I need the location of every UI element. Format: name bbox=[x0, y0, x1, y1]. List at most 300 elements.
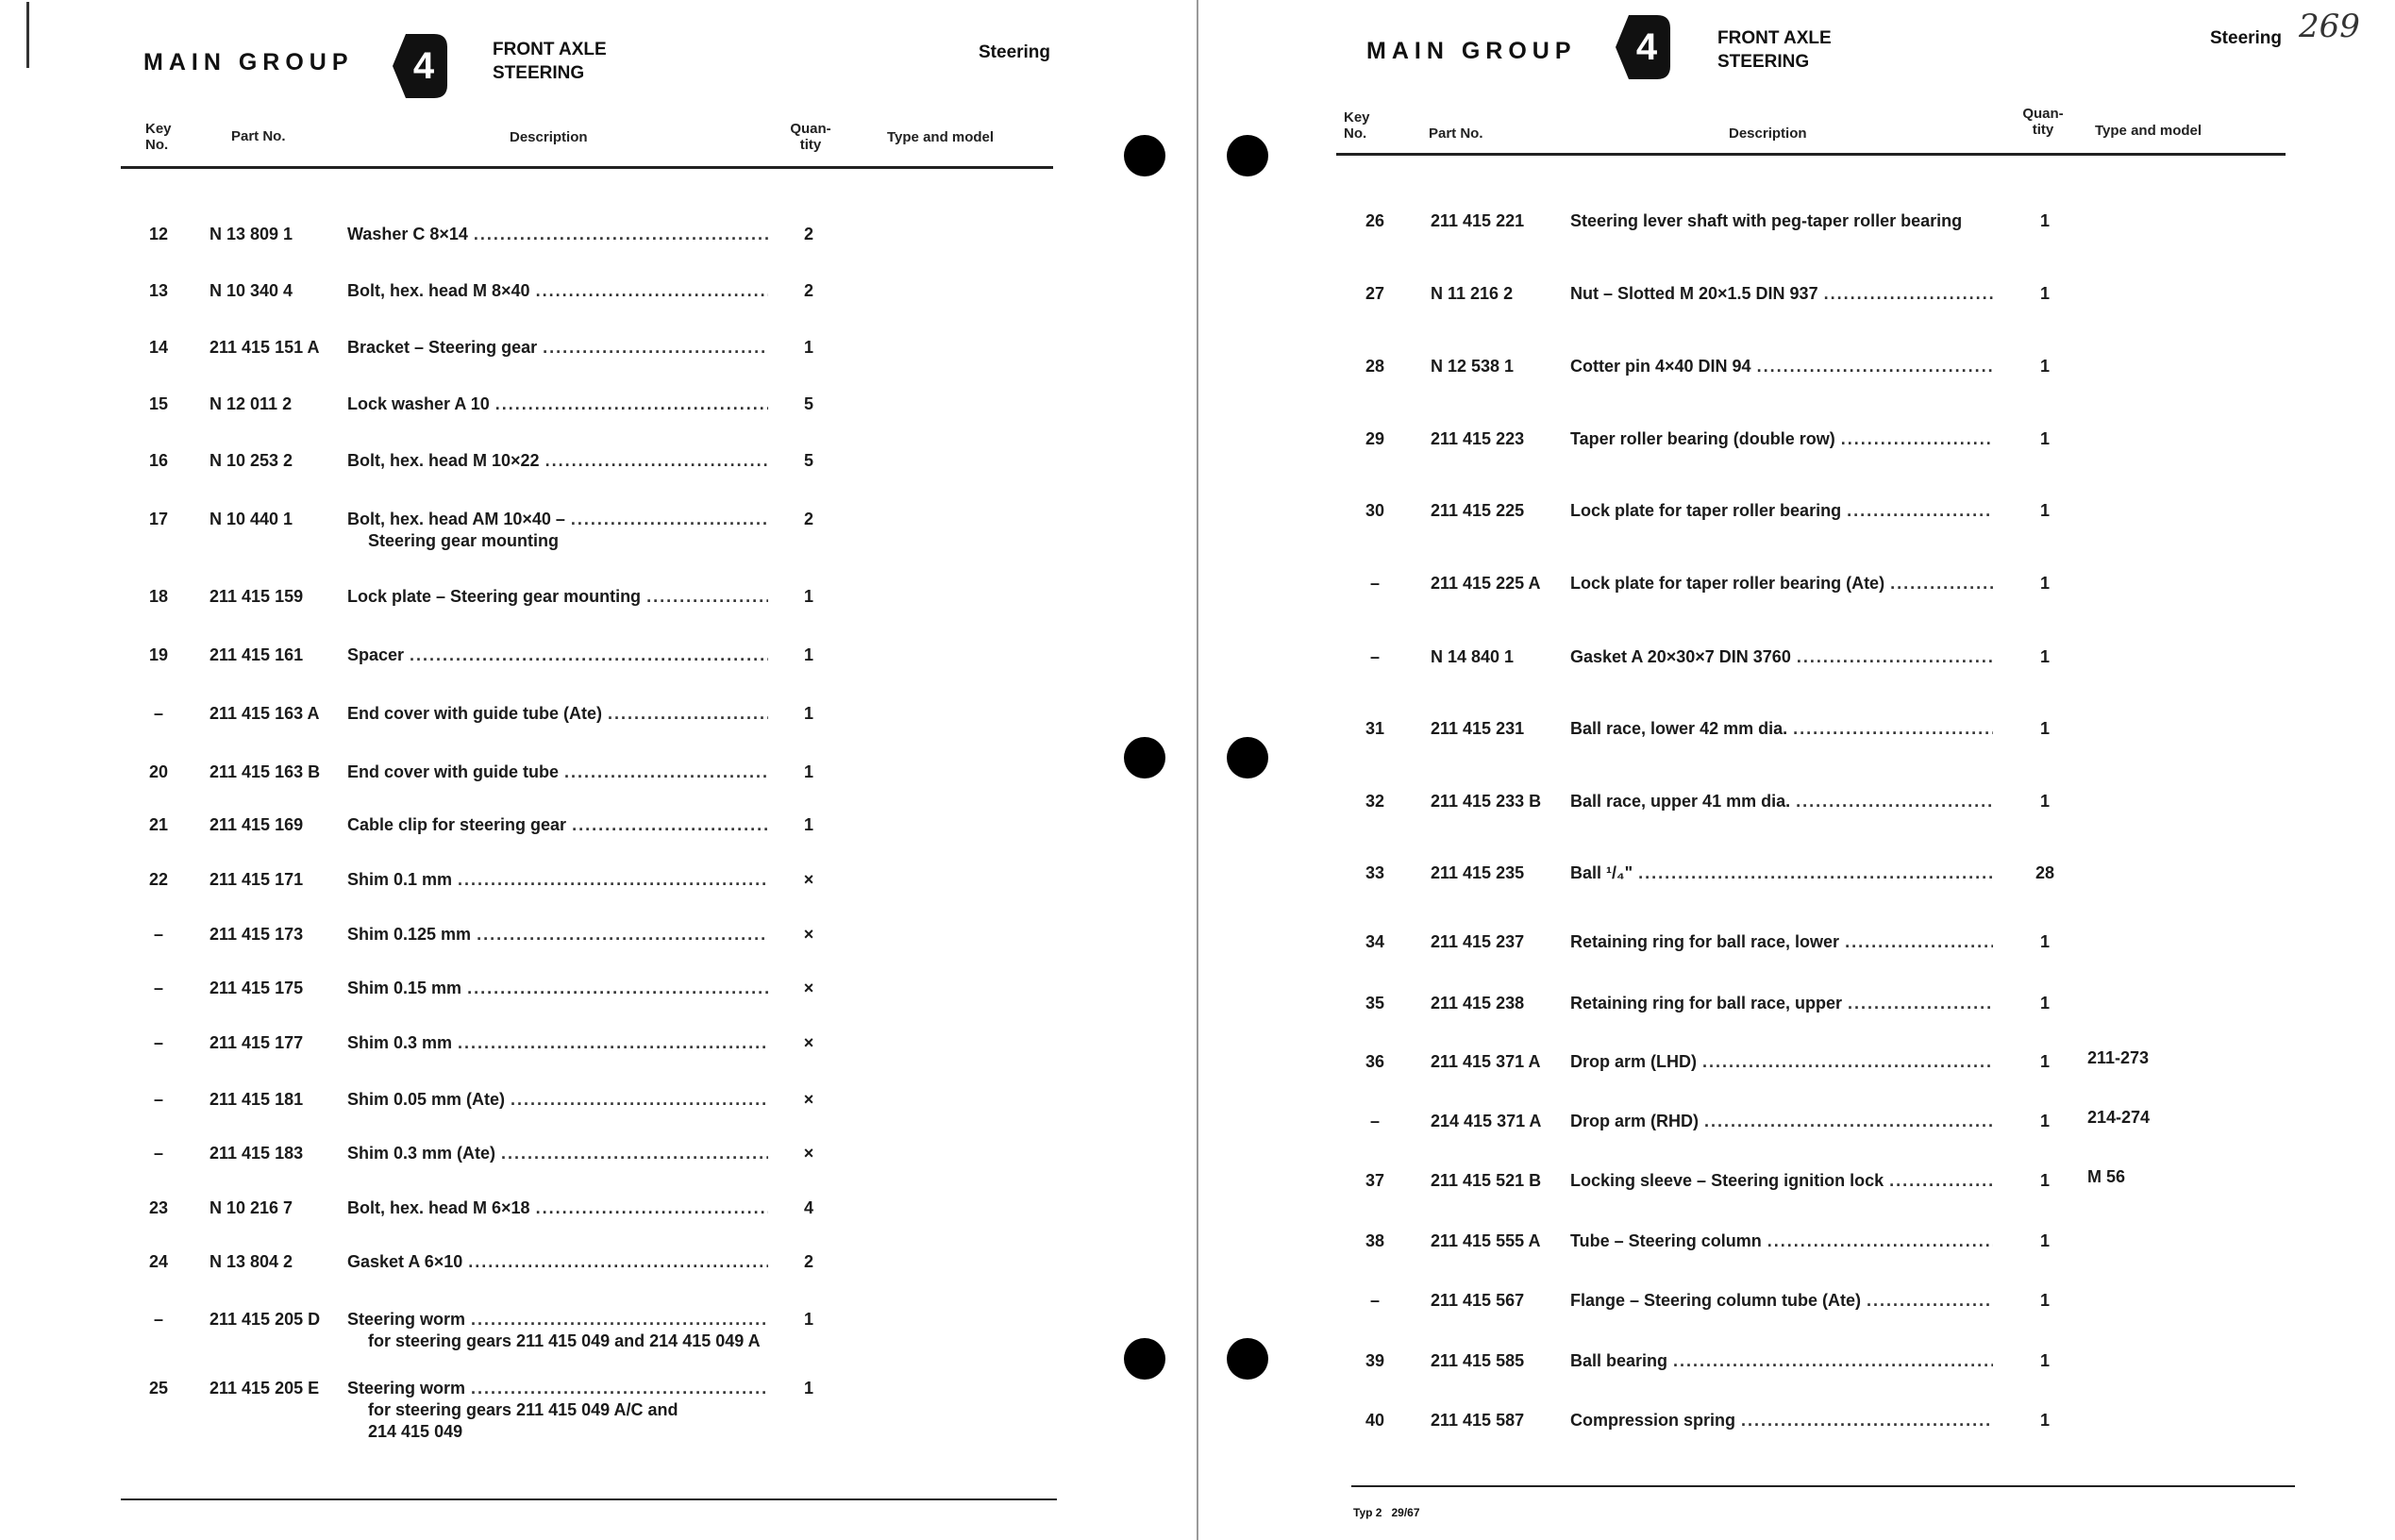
table-row bbox=[0, 225, 1197, 262]
table-row bbox=[0, 925, 1197, 962]
row-description bbox=[347, 1379, 768, 1398]
leader-dots bbox=[540, 451, 768, 471]
row-description-text: Lock plate for taper roller bearing (Ate) bbox=[1570, 574, 1885, 593]
row-quantity: 1 bbox=[803, 762, 813, 781]
row-key: 32 bbox=[1365, 792, 1385, 811]
row-part-number: N 10 440 1 bbox=[209, 510, 293, 528]
row-quantity: 1 bbox=[2039, 211, 2050, 230]
row-part-number: N 13 804 2 bbox=[209, 1252, 293, 1271]
leader-dots bbox=[1787, 719, 1993, 739]
row-part-number: 211 415 163 B bbox=[209, 762, 321, 781]
row-description-text: Shim 0.1 mm bbox=[347, 870, 453, 889]
table-row bbox=[1200, 1411, 2395, 1448]
row-part-number: 211 415 175 bbox=[209, 979, 304, 997]
leader-dots bbox=[468, 225, 768, 244]
row-description-text: Steering worm bbox=[347, 1310, 466, 1329]
table-row bbox=[1200, 1108, 2395, 1149]
row-description bbox=[347, 1310, 768, 1330]
row-description bbox=[1570, 1231, 1993, 1251]
row-description bbox=[1570, 1171, 1993, 1191]
row-quantity: 1 bbox=[803, 645, 813, 664]
row-type-model: M 56 bbox=[2087, 1167, 2126, 1186]
row-description-text: Nut – Slotted M 20×1.5 DIN 937 bbox=[1570, 284, 1818, 303]
row-quantity: 1 bbox=[2039, 429, 2050, 448]
row-quantity: 1 bbox=[803, 815, 813, 834]
row-description bbox=[1570, 1052, 1993, 1072]
row-part-number: N 14 840 1 bbox=[1431, 647, 1515, 666]
table-row bbox=[1200, 574, 2395, 611]
row-description bbox=[1570, 647, 1993, 667]
binder-hole bbox=[1227, 135, 1268, 176]
row-key: 18 bbox=[148, 587, 169, 606]
row-description bbox=[1570, 792, 1993, 812]
table-row bbox=[1200, 429, 2395, 467]
table-row bbox=[1200, 1231, 2395, 1269]
row-description bbox=[1570, 501, 1993, 521]
row-part-number: 211 415 585 bbox=[1431, 1351, 1525, 1370]
row-description-text: Locking sleeve – Steering ignition lock bbox=[1570, 1171, 1884, 1190]
row-part-number: N 12 011 2 bbox=[209, 394, 293, 413]
row-part-number: 211 415 159 bbox=[209, 587, 304, 606]
table-row bbox=[1200, 284, 2395, 322]
row-description-text: Shim 0.05 mm (Ate) bbox=[347, 1090, 506, 1109]
row-quantity: 1 bbox=[2039, 1112, 2050, 1130]
row-description bbox=[1570, 1351, 1993, 1371]
row-description bbox=[347, 762, 768, 782]
row-description-text: Washer C 8×14 bbox=[347, 225, 468, 243]
leader-dots bbox=[461, 979, 768, 998]
table-row bbox=[1200, 1291, 2395, 1329]
row-key: 13 bbox=[148, 281, 169, 300]
row-part-number: 211 415 235 bbox=[1431, 863, 1525, 882]
left-page bbox=[0, 0, 1197, 1540]
row-key: 33 bbox=[1365, 863, 1385, 882]
row-quantity: 28 bbox=[2035, 863, 2055, 882]
row-quantity: 2 bbox=[803, 281, 813, 300]
row-description-continuation: for steering gears 211 415 049 and 214 415 049 A bbox=[368, 1331, 761, 1350]
leader-dots bbox=[559, 762, 768, 782]
row-quantity: 1 bbox=[2039, 1291, 2050, 1310]
row-part-number: 211 415 521 B bbox=[1431, 1171, 1542, 1190]
col-header-type: Type and model bbox=[2095, 123, 2202, 139]
row-part-number: N 10 340 4 bbox=[209, 281, 293, 300]
table-row bbox=[1200, 719, 2395, 757]
row-quantity: 2 bbox=[803, 225, 813, 243]
table-row bbox=[0, 704, 1197, 742]
row-part-number: N 10 216 7 bbox=[209, 1198, 293, 1217]
table-row bbox=[0, 645, 1197, 683]
row-description-text: Retaining ring for ball race, upper bbox=[1570, 994, 1843, 1013]
row-quantity: 1 bbox=[803, 1310, 813, 1329]
table-row bbox=[1200, 792, 2395, 829]
row-quantity: × bbox=[803, 925, 814, 944]
row-key: 35 bbox=[1365, 994, 1385, 1013]
leader-dots bbox=[1884, 1171, 1993, 1191]
row-description-text: Bolt, hex. head M 6×18 bbox=[347, 1198, 530, 1217]
col-header-desc: Description bbox=[1729, 126, 1807, 142]
leader-dots bbox=[1790, 792, 1993, 812]
row-part-number: 211 415 238 bbox=[1431, 994, 1525, 1013]
row-description bbox=[347, 815, 768, 835]
row-part-number: 211 415 177 bbox=[209, 1033, 304, 1052]
row-key: 26 bbox=[1365, 211, 1385, 230]
row-quantity: 5 bbox=[803, 394, 813, 413]
row-part-number: 211 415 205 D bbox=[209, 1310, 321, 1329]
group-title-line2: STEERING bbox=[493, 63, 585, 83]
row-part-number: 211 415 587 bbox=[1431, 1411, 1525, 1430]
leader-dots bbox=[1861, 1291, 1993, 1311]
row-quantity: × bbox=[803, 979, 814, 997]
group-title bbox=[1717, 26, 1832, 74]
row-description-text: Ball ¹/₄" bbox=[1570, 863, 1633, 882]
row-type-model: 211-273 bbox=[2087, 1048, 2150, 1067]
col-header-qty: Quan- tity bbox=[2022, 106, 2064, 138]
row-part-number: 214 415 371 A bbox=[1431, 1112, 1542, 1130]
row-part-number: 211 415 371 A bbox=[1431, 1052, 1541, 1071]
table-row bbox=[1200, 932, 2395, 970]
row-description-text: End cover with guide tube (Ate) bbox=[347, 704, 603, 723]
row-description-text: Lock plate – Steering gear mounting bbox=[347, 587, 642, 606]
row-quantity: 1 bbox=[2039, 357, 2050, 376]
row-description-text: Compression spring bbox=[1570, 1411, 1736, 1430]
row-key: – bbox=[153, 1144, 163, 1163]
row-key: 36 bbox=[1365, 1052, 1385, 1071]
row-description bbox=[347, 704, 768, 724]
leader-dots bbox=[1697, 1052, 1993, 1072]
row-description-text: Steering worm bbox=[347, 1379, 466, 1398]
row-description bbox=[347, 394, 768, 414]
section-name: Steering bbox=[2210, 28, 2283, 48]
group-number-badge bbox=[1616, 13, 1670, 81]
table-row bbox=[1200, 1048, 2395, 1090]
row-description bbox=[347, 979, 768, 998]
row-key: – bbox=[153, 979, 163, 997]
row-quantity: 1 bbox=[2039, 574, 2050, 593]
row-part-number: 211 415 231 bbox=[1431, 719, 1525, 738]
row-description-text: Ball race, upper 41 mm dia. bbox=[1570, 792, 1791, 811]
row-part-number: 211 415 555 A bbox=[1431, 1231, 1541, 1250]
table-row bbox=[0, 281, 1197, 319]
bottom-rule bbox=[121, 1498, 1057, 1500]
table-row bbox=[0, 1144, 1197, 1181]
row-key: 20 bbox=[148, 762, 169, 781]
row-description-text: Cotter pin 4×40 DIN 94 bbox=[1570, 357, 1751, 376]
row-description bbox=[347, 645, 768, 665]
leader-dots bbox=[505, 1090, 768, 1110]
row-key: 40 bbox=[1365, 1411, 1385, 1430]
table-row bbox=[0, 510, 1197, 550]
group-number: 4 bbox=[1635, 26, 1658, 68]
leader-dots bbox=[1791, 647, 1993, 667]
row-key: 30 bbox=[1365, 501, 1385, 520]
row-description bbox=[347, 338, 768, 358]
row-key: 17 bbox=[148, 510, 169, 528]
handwritten-page-number: 269 bbox=[2299, 8, 2360, 45]
row-part-number: 211 415 181 bbox=[209, 1090, 304, 1109]
row-quantity: 2 bbox=[803, 1252, 813, 1271]
row-description-text: Bolt, hex. head M 10×22 bbox=[347, 451, 540, 470]
group-title bbox=[493, 38, 607, 85]
row-key: – bbox=[1369, 574, 1380, 593]
row-part-number: 211 415 225 bbox=[1431, 501, 1525, 520]
row-quantity: × bbox=[803, 1144, 814, 1163]
row-key: – bbox=[153, 1310, 163, 1329]
row-description bbox=[1570, 1411, 1993, 1431]
table-row bbox=[1200, 647, 2395, 685]
leader-dots bbox=[1762, 1231, 1993, 1251]
row-quantity: 1 bbox=[2039, 792, 2050, 811]
leader-dots bbox=[530, 281, 768, 301]
row-key: 16 bbox=[148, 451, 169, 470]
row-quantity: 1 bbox=[803, 704, 813, 723]
table-row bbox=[0, 1379, 1197, 1441]
row-description-text: Taper roller bearing (double row) bbox=[1570, 429, 1835, 448]
leader-dots bbox=[471, 925, 768, 945]
row-part-number: 211 415 225 A bbox=[1431, 574, 1541, 593]
row-key: 14 bbox=[148, 338, 169, 357]
row-description-text: Retaining ring for ball race, lower bbox=[1570, 932, 1840, 951]
row-part-number: N 12 538 1 bbox=[1431, 357, 1515, 376]
row-quantity: 1 bbox=[803, 587, 813, 606]
table-row bbox=[0, 815, 1197, 853]
table-row bbox=[0, 870, 1197, 908]
leader-dots bbox=[565, 510, 768, 529]
footer-date: 29/67 bbox=[1391, 1506, 1420, 1519]
row-description bbox=[1570, 1112, 1993, 1131]
row-description bbox=[1570, 429, 1993, 449]
row-part-number: 211 415 169 bbox=[209, 815, 304, 834]
row-part-number: 211 415 173 bbox=[209, 925, 304, 944]
row-description-text: Spacer bbox=[347, 645, 405, 664]
row-key: 39 bbox=[1365, 1351, 1385, 1370]
leader-dots bbox=[404, 645, 768, 665]
row-description-text: Lock plate for taper roller bearing bbox=[1570, 501, 1842, 520]
row-description-text: Shim 0.3 mm (Ate) bbox=[347, 1144, 496, 1163]
table-row bbox=[0, 587, 1197, 625]
leader-dots bbox=[1839, 932, 1993, 952]
row-key: 38 bbox=[1365, 1231, 1385, 1250]
leader-dots bbox=[1751, 357, 1993, 377]
row-description-text: Bracket – Steering gear bbox=[347, 338, 538, 357]
row-description-text: Shim 0.3 mm bbox=[347, 1033, 453, 1052]
table-row bbox=[1200, 501, 2395, 539]
col-header-type: Type and model bbox=[887, 129, 995, 145]
row-quantity: 1 bbox=[803, 1379, 813, 1398]
row-description bbox=[1570, 357, 1993, 377]
row-description-text: Gasket A 20×30×7 DIN 3760 bbox=[1570, 647, 1791, 666]
row-quantity: 1 bbox=[2039, 1231, 2050, 1250]
col-header-key: Key No. bbox=[1344, 109, 1370, 142]
table-row bbox=[0, 394, 1197, 432]
leader-dots bbox=[452, 870, 768, 890]
binder-hole bbox=[1124, 737, 1165, 778]
leader-dots bbox=[641, 587, 768, 607]
row-quantity: 5 bbox=[803, 451, 813, 470]
leader-dots bbox=[1884, 574, 1993, 594]
row-description bbox=[347, 1252, 768, 1272]
table-row bbox=[1200, 1167, 2395, 1209]
row-description bbox=[347, 1198, 768, 1218]
leader-dots bbox=[465, 1310, 768, 1330]
row-key: 25 bbox=[148, 1379, 169, 1398]
row-quantity: 1 bbox=[2039, 501, 2050, 520]
row-quantity: 1 bbox=[2039, 1351, 2050, 1370]
row-description-text: Lock washer A 10 bbox=[347, 394, 490, 413]
row-description-text: Flange – Steering column tube (Ate) bbox=[1570, 1291, 1862, 1310]
row-quantity: 1 bbox=[2039, 719, 2050, 738]
row-quantity: × bbox=[803, 1090, 814, 1109]
row-part-number: 211 415 171 bbox=[209, 870, 304, 889]
row-key: – bbox=[153, 704, 163, 723]
group-title-line1: FRONT AXLE bbox=[1717, 28, 1832, 48]
row-key: – bbox=[153, 1090, 163, 1109]
row-description-text: Ball bearing bbox=[1570, 1351, 1668, 1370]
row-description-text: Steering lever shaft with peg-taper roller bearing bbox=[1570, 211, 1963, 230]
row-key: – bbox=[1369, 1291, 1380, 1310]
row-part-number: 211 415 205 E bbox=[209, 1379, 320, 1398]
col-header-desc: Description bbox=[510, 129, 588, 145]
row-description-text: Ball race, lower 42 mm dia. bbox=[1570, 719, 1788, 738]
group-number-badge bbox=[393, 32, 447, 100]
row-key: 37 bbox=[1365, 1171, 1385, 1190]
col-header-key: Key No. bbox=[145, 121, 172, 153]
row-part-number: 211 415 151 A bbox=[209, 338, 320, 357]
header-rule bbox=[121, 166, 1053, 169]
row-description bbox=[1570, 211, 1993, 231]
row-description bbox=[347, 281, 768, 301]
row-description-text: Shim 0.125 mm bbox=[347, 925, 472, 944]
right-page bbox=[1200, 0, 2395, 1540]
row-part-number: 211 415 161 bbox=[209, 645, 304, 664]
leader-dots bbox=[1735, 1411, 1993, 1431]
binder-hole bbox=[1227, 737, 1268, 778]
row-description-continuation: 214 415 049 bbox=[368, 1422, 463, 1441]
row-quantity: × bbox=[803, 1033, 814, 1052]
leader-dots bbox=[602, 704, 768, 724]
table-row bbox=[0, 979, 1197, 1016]
row-key: 23 bbox=[148, 1198, 169, 1217]
leader-dots bbox=[495, 1144, 768, 1163]
leader-dots bbox=[1841, 501, 1993, 521]
row-description-text: End cover with guide tube bbox=[347, 762, 560, 781]
row-description-text: Bolt, hex. head M 8×40 bbox=[347, 281, 530, 300]
leader-dots bbox=[1835, 429, 1993, 449]
bottom-rule bbox=[1351, 1485, 2295, 1487]
row-description bbox=[1570, 994, 1993, 1013]
row-description bbox=[347, 870, 768, 890]
table-row bbox=[1200, 863, 2395, 901]
row-description bbox=[347, 225, 768, 244]
group-number: 4 bbox=[412, 45, 435, 87]
row-description bbox=[1570, 863, 1993, 883]
row-key: 29 bbox=[1365, 429, 1385, 448]
footer-note bbox=[1353, 1506, 1420, 1519]
row-key: 27 bbox=[1365, 284, 1385, 303]
row-description bbox=[347, 1090, 768, 1110]
leader-dots bbox=[1842, 994, 1993, 1013]
row-description-text: Gasket A 6×10 bbox=[347, 1252, 463, 1271]
main-group-label: MAIN GROUP bbox=[1366, 38, 1577, 64]
row-quantity: × bbox=[803, 870, 814, 889]
main-group-label: MAIN GROUP bbox=[143, 49, 354, 75]
row-key: – bbox=[1369, 1112, 1380, 1130]
row-type-model: 214-274 bbox=[2087, 1108, 2151, 1127]
row-quantity: 2 bbox=[803, 510, 813, 528]
row-key: 28 bbox=[1365, 357, 1385, 376]
row-description bbox=[1570, 1291, 1993, 1311]
row-quantity: 1 bbox=[2039, 994, 2050, 1013]
row-part-number: 211 415 163 A bbox=[209, 704, 320, 723]
row-key: – bbox=[153, 1033, 163, 1052]
row-description-text: Tube – Steering column bbox=[1570, 1231, 1762, 1250]
table-row bbox=[0, 338, 1197, 376]
row-description bbox=[347, 1033, 768, 1053]
table-row bbox=[0, 1033, 1197, 1071]
row-description-text: Cable clip for steering gear bbox=[347, 815, 567, 834]
row-quantity: 1 bbox=[2039, 647, 2050, 666]
col-header-part: Part No. bbox=[231, 128, 286, 144]
row-quantity: 1 bbox=[2039, 1411, 2050, 1430]
leader-dots bbox=[530, 1198, 768, 1218]
table-row bbox=[1200, 1351, 2395, 1389]
row-description-text: Drop arm (RHD) bbox=[1570, 1112, 1700, 1130]
row-quantity: 1 bbox=[2039, 1171, 2050, 1190]
row-description bbox=[347, 1144, 768, 1163]
row-key: – bbox=[153, 925, 163, 944]
table-row bbox=[1200, 357, 2395, 394]
row-description-text: Shim 0.15 mm bbox=[347, 979, 462, 997]
leader-dots bbox=[452, 1033, 768, 1053]
row-key: 19 bbox=[148, 645, 169, 664]
leader-dots bbox=[1699, 1112, 1993, 1131]
row-quantity: 1 bbox=[2039, 1052, 2050, 1071]
row-quantity: 1 bbox=[2039, 932, 2050, 951]
row-key: 12 bbox=[148, 225, 169, 243]
table-row bbox=[0, 1252, 1197, 1290]
page-gutter bbox=[1197, 0, 1198, 1540]
leader-dots bbox=[1818, 284, 1993, 304]
row-part-number: N 13 809 1 bbox=[209, 225, 293, 243]
row-description bbox=[347, 587, 768, 607]
row-part-number: N 11 216 2 bbox=[1431, 284, 1514, 303]
row-key: 31 bbox=[1365, 719, 1385, 738]
leader-dots bbox=[537, 338, 768, 358]
row-part-number: 211 415 223 bbox=[1431, 429, 1525, 448]
header-rule bbox=[1336, 153, 2286, 156]
row-description bbox=[347, 925, 768, 945]
row-key: – bbox=[1369, 647, 1380, 666]
table-row bbox=[1200, 994, 2395, 1031]
row-quantity: 4 bbox=[803, 1198, 813, 1217]
row-description bbox=[347, 451, 768, 471]
row-part-number: 211 415 567 bbox=[1431, 1291, 1525, 1310]
row-key: 15 bbox=[148, 394, 169, 413]
leader-dots bbox=[1667, 1351, 1993, 1371]
row-part-number: 211 415 233 B bbox=[1431, 792, 1542, 811]
leader-dots bbox=[490, 394, 768, 414]
footer-model: Typ 2 bbox=[1353, 1506, 1382, 1519]
group-title-line1: FRONT AXLE bbox=[493, 40, 607, 59]
row-description bbox=[1570, 574, 1993, 594]
row-description bbox=[1570, 719, 1993, 739]
table-row bbox=[0, 1310, 1197, 1348]
row-description bbox=[1570, 932, 1993, 952]
row-part-number: 211 415 237 bbox=[1431, 932, 1525, 951]
row-quantity: 1 bbox=[803, 338, 813, 357]
table-row bbox=[0, 1090, 1197, 1128]
row-key: 22 bbox=[148, 870, 169, 889]
leader-dots bbox=[1633, 863, 1993, 883]
